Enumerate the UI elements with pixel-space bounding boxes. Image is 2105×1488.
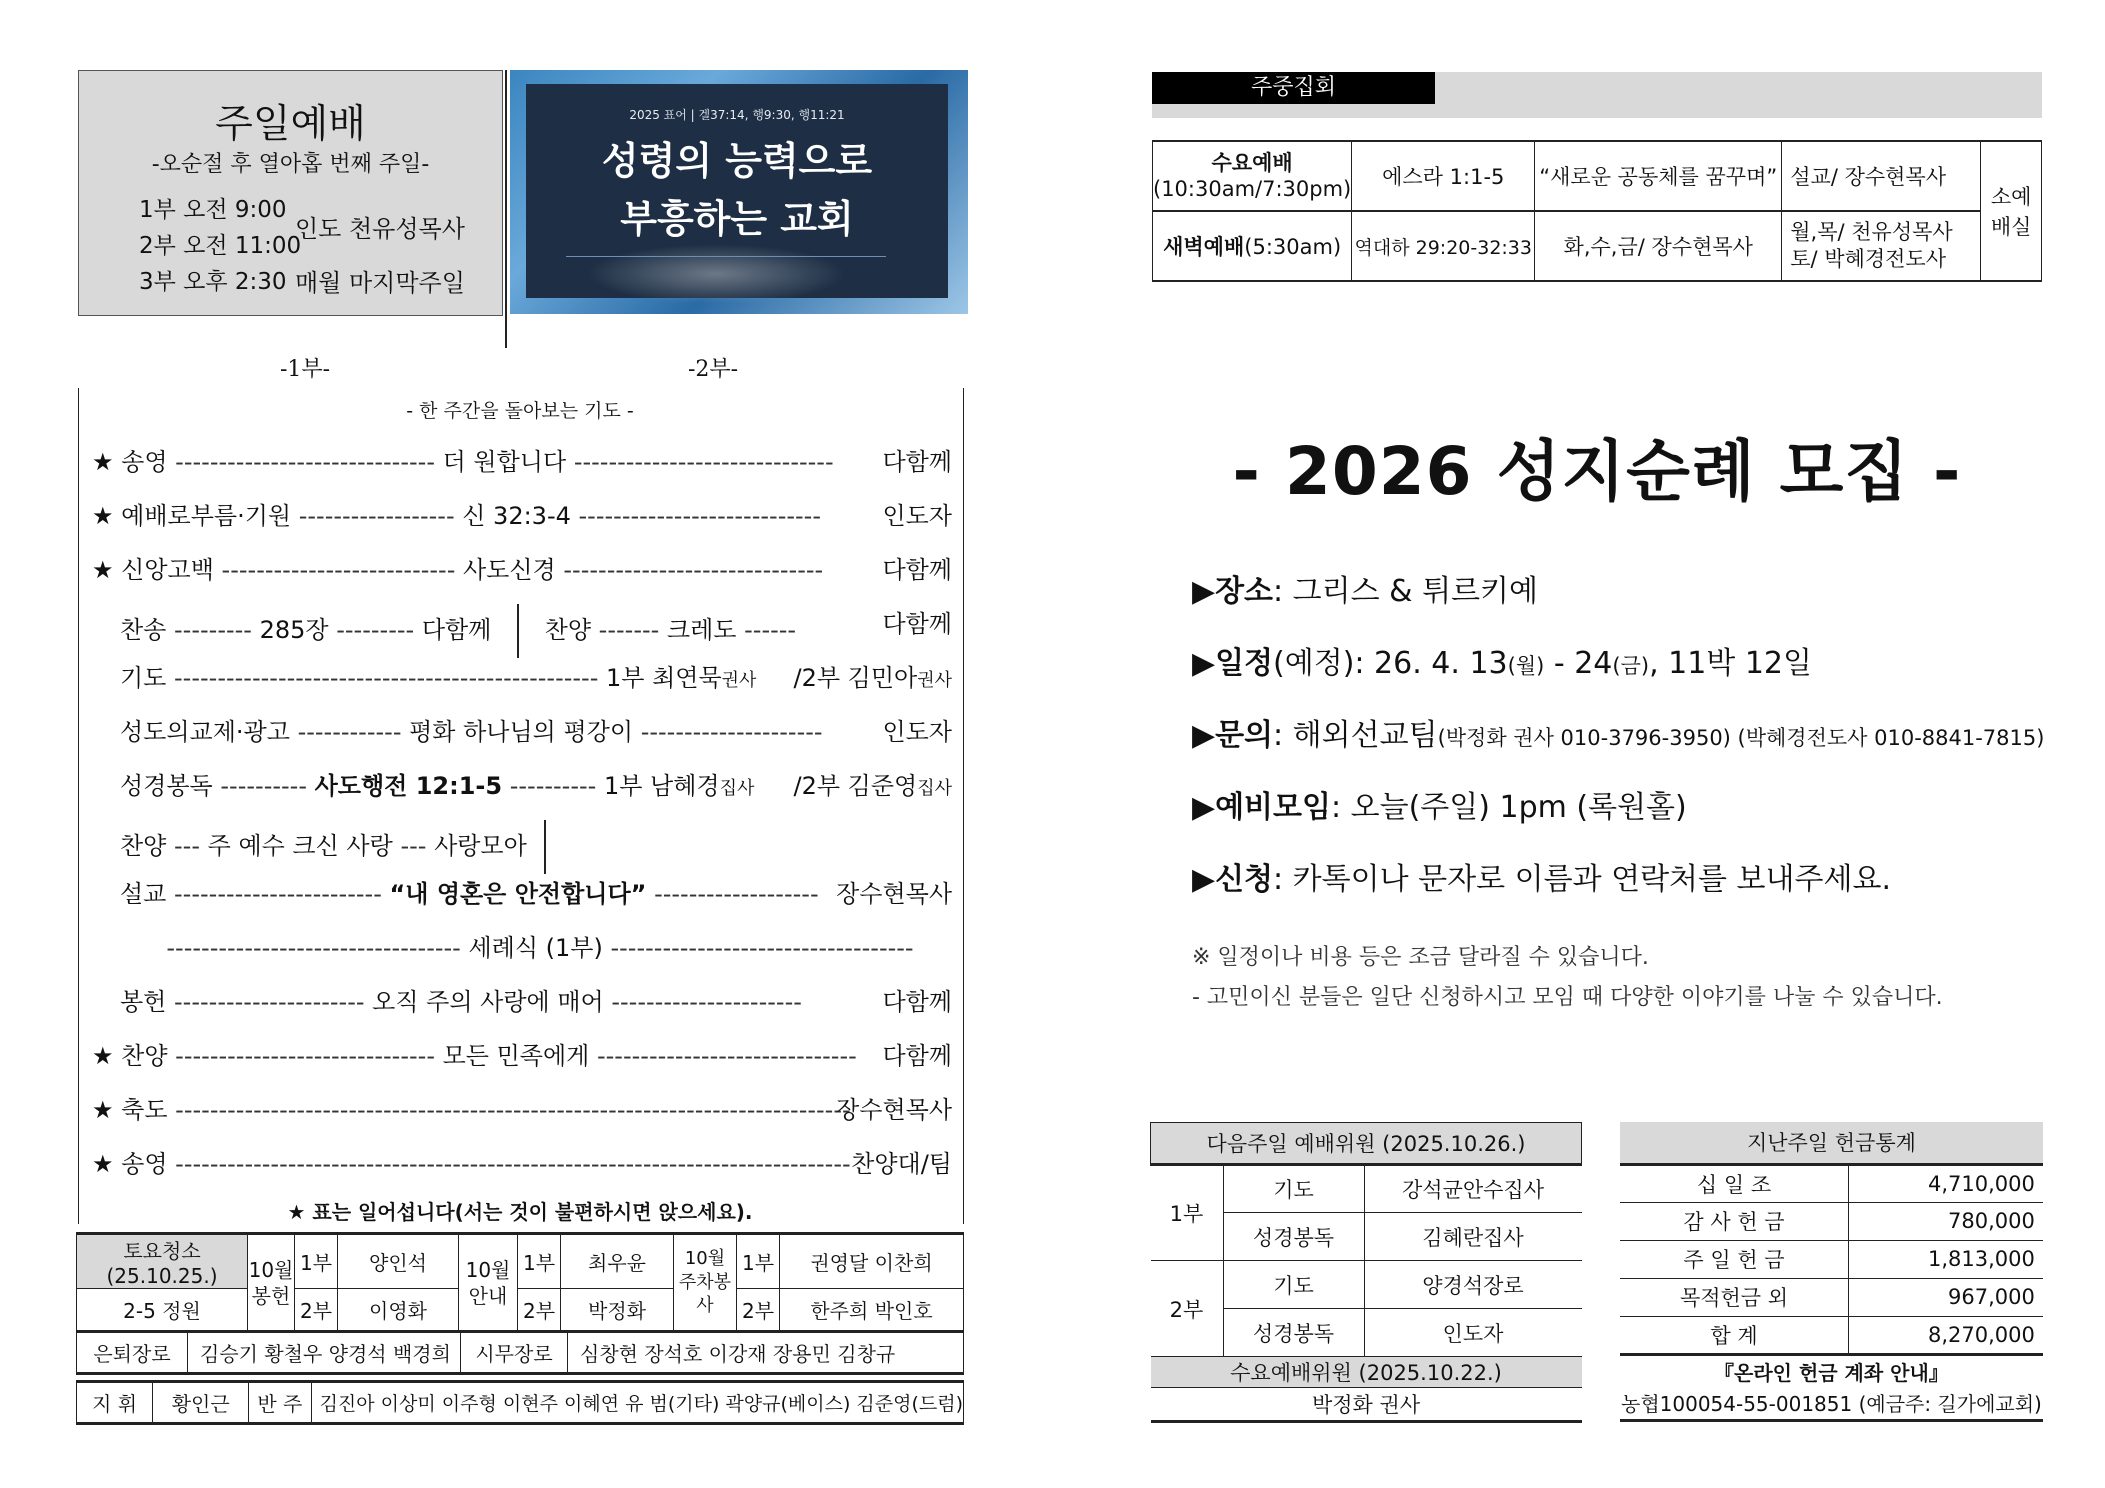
guide-month-label: 10월 안내 <box>459 1234 518 1331</box>
order-right: 찬양대/팀 <box>851 1150 952 1178</box>
hymn-who: 다함께 <box>421 616 492 644</box>
dawn-name: 새벽예배 <box>1163 235 1245 259</box>
offering-amount: 4,710,000 <box>1849 1164 2043 1202</box>
order-row-fellowship: 성도의교제·광고 ------------ 평화 하나님의 평강이 --------------------- 인도자 <box>120 712 952 747</box>
order-middle: 평화 하나님의 평강이 <box>409 718 634 746</box>
order-item: 찬양 <box>120 832 167 860</box>
service-place: 소예배실 <box>1981 141 2042 281</box>
schedule-start: : 26. 4. 13 <box>1354 646 1508 681</box>
guide-part1: 1부 <box>518 1234 561 1289</box>
accompanist-label: 반 주 <box>249 1382 311 1424</box>
online-offering-account: 농협100054-55-001851 (예금주: 길가에교회) <box>1620 1387 2043 1421</box>
order-middle: 더 원합니다 <box>442 448 567 476</box>
star-icon: ★ <box>92 502 114 530</box>
conductor-name: 황인근 <box>153 1382 249 1424</box>
order-row-praise: 찬양 --- 주 예수 크신 사랑 --- 사랑모아 <box>120 820 952 874</box>
pilgrimage-contact <box>1192 710 2044 754</box>
pilgrimage-title: - 2026 성지순례 모집 - <box>1232 433 1962 510</box>
reading-part2: /2부 김준영 <box>793 772 918 800</box>
order-right: 장수현목사 <box>836 1096 952 1124</box>
order-right: 다함께 <box>882 448 952 476</box>
order-item: 찬송 <box>120 616 167 644</box>
order-right: 인도자 <box>882 502 952 530</box>
part2-label: -2부- <box>688 357 739 382</box>
active-elders-label: 시무장로 <box>461 1332 568 1374</box>
praise-title: 크레도 <box>666 616 737 644</box>
duty-role: 성경봉독 <box>1223 1213 1364 1261</box>
reading-title2: 집사 <box>917 778 952 799</box>
order-item: 설교 <box>120 880 167 908</box>
retired-elders-label: 은퇴장로 <box>77 1332 188 1374</box>
split-divider <box>517 604 519 658</box>
order-item: 축도 <box>121 1096 168 1124</box>
active-elders: 심창현 장석호 이강재 장용민 김창규 <box>568 1332 964 1374</box>
prep-value: : 오늘(주일) 1pm (록원홀) <box>1331 790 1687 825</box>
banner-title <box>526 132 948 248</box>
next-week-part1: 1부 <box>1151 1165 1224 1261</box>
hymn-number: 285장 <box>259 616 329 644</box>
conductor-label: 지 휘 <box>77 1382 153 1424</box>
duty-role: 기도 <box>1223 1165 1364 1213</box>
order-row-hymn: 찬송 --------- 285장 --------- 다함께 찬양 ------- 크레도 ------ 다함께 <box>120 604 952 658</box>
dawn-tue-fri: 화,수,금/ 장수현목사 <box>1535 211 1782 281</box>
part1-label: -1부- <box>280 357 331 382</box>
guide-person1: 최우윤 <box>561 1234 674 1289</box>
order-right: 인도자 <box>882 718 952 746</box>
parking-month-label: 10월 주차봉사 <box>674 1234 737 1331</box>
pilgrimage-schedule <box>1192 638 1812 682</box>
schedule-start-day: (월) <box>1507 654 1545 678</box>
order-heading: - 한 주간을 돌아보는 기도 - <box>406 400 634 422</box>
offering-amount: 1,813,000 <box>1849 1240 2043 1278</box>
service-last-sunday: 매월 마지막주일 <box>295 269 465 297</box>
order-item: 신앙고백 <box>121 556 214 584</box>
schedule-end: - 24 <box>1544 646 1613 681</box>
order-row-call-to-worship: ★ 예배로부름·기원 ------------------ 신 32:3-4 ---------------------------- 인도자 <box>92 496 952 531</box>
dawn-service <box>1153 211 1352 281</box>
parking-people1: 권영달 이찬희 <box>780 1234 964 1289</box>
reading-passage: 사도행전 12:1-5 <box>314 772 503 800</box>
order-row-benediction: ★ 축도 ------------------------------------------------------------------------------ 장수현목사 <box>92 1090 952 1125</box>
baptism-label: 세례식 (1부) <box>468 934 603 962</box>
pilgrimage-apply <box>1192 854 1891 898</box>
prayer-title2: 권사 <box>917 670 952 691</box>
cleaning-value: 2-5 정원 <box>77 1289 248 1331</box>
schedule-label: ▶일정 <box>1192 646 1274 681</box>
offering-person2: 이영화 <box>338 1289 459 1331</box>
midweek-table <box>1152 140 2042 282</box>
contact-team: : 해외선교팀 <box>1273 718 1438 753</box>
dawn-text: 역대하 29:20-32:33 <box>1352 211 1535 281</box>
offering-stats-table <box>1620 1122 2043 1422</box>
order-right: 다함께 <box>882 556 952 584</box>
contact-label: ▶문의 <box>1192 718 1274 753</box>
wednesday-leader: 설교/ 장수현목사 <box>1782 141 1981 211</box>
next-week-part2: 2부 <box>1151 1261 1224 1357</box>
order-item: 송영 <box>121 1150 168 1178</box>
duty-person: 인도자 <box>1364 1309 1582 1357</box>
standing-note: ★ 표는 일어섭니다(서는 것이 불편하시면 앉으세요). <box>287 1200 753 1224</box>
order-item: 송영 <box>121 448 168 476</box>
duty-person: 김혜란집사 <box>1364 1213 1582 1261</box>
pilgrimage-prep-meeting <box>1192 782 1687 826</box>
star-icon: ★ <box>92 1150 114 1178</box>
order-row-doxology: ★ 송영 ------------------------------------------------------------------------------ 찬양대/팀 <box>92 1144 952 1179</box>
prayer-part2: /2부 김민아 <box>793 664 918 692</box>
reading-part1: 1부 남혜경 <box>603 772 720 800</box>
service-preacher: 인도 천유성목사 <box>295 215 465 243</box>
offering-stats-title: 지난주일 헌금통계 <box>1620 1122 2043 1164</box>
schedule-end-day: (금) <box>1612 654 1650 678</box>
order-row-offering: 봉헌 ---------------------- 오직 주의 사랑에 매어 ---------------------- 다함께 <box>120 982 952 1017</box>
order-row-opening-hymn: ★ 송영 ------------------------------ 더 원합니다 ------------------------------ 다함께 <box>92 442 952 477</box>
offering-category: 십 일 조 <box>1620 1164 1849 1202</box>
dawn-leader-sat: 토/ 박혜경전도사 <box>1790 247 1947 271</box>
parking-part1: 1부 <box>737 1234 780 1289</box>
pilgrimage-note2: - 고민이신 분들은 일단 신청하시고 모임 때 다양한 이야기를 나눌 수 있습니다. <box>1192 985 1943 1010</box>
wednesday-service <box>1153 141 1352 211</box>
praise-who: 다함께 <box>882 610 952 638</box>
online-offering-title: 『온라인 헌금 계좌 안내』 <box>1714 1360 1949 1385</box>
cleaning-label: 토요청소(25.10.25.) <box>77 1234 248 1289</box>
next-week-servers-table <box>1150 1122 1582 1423</box>
place-value: : 그리스 & 튀르키예 <box>1273 574 1539 609</box>
banner-reference: 2025 표어 | 겔37:14, 행9:30, 행11:21 <box>629 108 845 122</box>
choir-table <box>76 1380 964 1425</box>
prayer-part1: 1부 최연묵 <box>606 664 722 692</box>
dawn-leader-mon-thu: 월,목/ 천유성목사 <box>1790 219 1953 244</box>
offering-category: 주 일 헌 금 <box>1620 1240 1849 1278</box>
sermon-title: “내 영혼은 안전합니다” <box>389 880 647 908</box>
wednesday-name: 수요예배 <box>1211 150 1293 175</box>
banner-panel <box>526 84 948 298</box>
banner-rule <box>566 256 886 257</box>
order-row-sermon: 설교 ------------------------ “내 영혼은 안전합니다” ------------------- 장수현목사 <box>120 874 952 909</box>
order-item: 찬양 <box>121 1042 168 1070</box>
order-row-closing-praise: ★ 찬양 ------------------------------ 모든 민족에게 ------------------------------ 다함께 <box>92 1036 952 1071</box>
service-time-1: 1부 오전 9:00 <box>139 197 287 223</box>
apply-label: ▶신청 <box>1192 862 1274 897</box>
elders-table <box>76 1330 964 1375</box>
order-middle: 오직 주의 사랑에 매어 <box>372 988 604 1016</box>
order-item: 예배로부름·기원 <box>121 502 292 530</box>
order-right: 다함께 <box>882 1042 952 1070</box>
order-item: 성도의교제·광고 <box>120 718 290 746</box>
praise-item: 찬양 <box>544 616 592 644</box>
star-icon: ★ <box>92 556 114 584</box>
order-row-baptism: ---------------------------------- 세례식 (1부) ----------------------------------- <box>166 934 914 962</box>
offering-category: 목적헌금 외 <box>1620 1278 1849 1316</box>
praise-team: 사랑모아 <box>434 832 527 860</box>
service-subtitle: -오순절 후 열아홉 번째 주일- <box>151 152 430 177</box>
order-middle: 주 예수 크신 사랑 <box>207 832 393 860</box>
midweek-tab: 주중집회 <box>1152 72 1435 104</box>
contact-detail: (박정화 권사 010-3796-3950) (박혜경전도사 010-8841-7815) <box>1437 726 2045 750</box>
order-item: 성경봉독 <box>120 772 213 800</box>
pilgrimage-note1: ※ 일정이나 비용 등은 조금 달라질 수 있습니다. <box>1192 945 1649 970</box>
service-time-2: 2부 오전 11:00 <box>139 233 302 259</box>
wednesday-title: “새로운 공동체를 꿈꾸며” <box>1535 141 1782 211</box>
wednesday-text: 에스라 1:1-5 <box>1352 141 1535 211</box>
banner-title-line1: 성령의 능력으로 <box>601 139 873 183</box>
guide-part2: 2부 <box>518 1289 561 1331</box>
wednesday-servers-title: 수요예배위원 (2025.10.22.) <box>1151 1357 1582 1388</box>
banner-title-line2: 부흥하는 교회 <box>620 197 854 241</box>
order-item: 기도 <box>120 664 167 692</box>
place-label: ▶장소 <box>1192 574 1274 609</box>
order-middle: 신 32:3-4 <box>462 502 571 530</box>
dawn-time: (5:30am) <box>1244 235 1342 259</box>
apply-value: : 카톡이나 문자로 이름과 연락처를 보내주세요. <box>1273 862 1891 897</box>
order-row-prayer: 기도 ------------------------------------------------- 1부 최연묵권사 /2부 김민아권사 <box>120 664 952 692</box>
duty-role: 기도 <box>1223 1261 1364 1309</box>
duty-role: 성경봉독 <box>1223 1309 1364 1357</box>
offering-month-label: 10월 봉헌 <box>248 1234 295 1331</box>
service-time-3: 3부 오후 2:30 <box>139 269 287 295</box>
star-icon: ★ <box>92 1042 114 1070</box>
prep-label: ▶예비모임 <box>1192 790 1331 825</box>
offering-part1: 1부 <box>295 1234 338 1289</box>
order-right: 다함께 <box>882 988 952 1016</box>
offering-category: 감 사 헌 금 <box>1620 1202 1849 1240</box>
order-middle: 사도신경 <box>463 556 556 584</box>
accompanists: 김진아 이상미 이주형 이현주 이혜연 유 범(기타) 곽양규(베이스) 김준영(드럼) <box>311 1382 963 1424</box>
column-divider <box>505 70 507 348</box>
wednesday-servers-value: 박정화 권사 <box>1151 1388 1582 1422</box>
order-middle: 모든 민족에게 <box>442 1042 590 1070</box>
order-item: 봉헌 <box>120 988 167 1016</box>
service-title: 주일예배 <box>215 102 366 147</box>
duty-person: 강석균안수집사 <box>1364 1165 1582 1213</box>
offering-person1: 양인석 <box>338 1234 459 1289</box>
duty-table <box>76 1232 964 1331</box>
offering-part2: 2부 <box>295 1289 338 1331</box>
offering-amount: 967,000 <box>1849 1278 2043 1316</box>
retired-elders: 김승기 황철우 양경석 백경희 <box>188 1332 461 1374</box>
order-row-creed: ★ 신앙고백 --------------------------- 사도신경 ------------------------------ 다함께 <box>92 550 952 585</box>
next-week-title: 다음주일 예배위원 (2025.10.26.) <box>1151 1123 1582 1165</box>
parking-people2: 한주희 박인호 <box>780 1289 964 1331</box>
star-icon: ★ <box>92 1096 114 1124</box>
split-divider <box>544 820 546 874</box>
offering-amount: 780,000 <box>1849 1202 2043 1240</box>
schedule-length: , 11박 12일 <box>1649 646 1812 681</box>
guide-person2: 박정화 <box>561 1289 674 1331</box>
reading-title1: 집사 <box>719 778 755 799</box>
duty-person: 양경석장로 <box>1364 1261 1582 1309</box>
parking-part2: 2부 <box>737 1289 780 1331</box>
order-right: 장수현목사 <box>836 880 952 908</box>
schedule-note: (예정) <box>1273 646 1355 681</box>
star-icon: ★ <box>92 448 114 476</box>
wednesday-time: (10:30am/7:30pm) <box>1153 177 1352 201</box>
pilgrimage-place <box>1192 566 1538 610</box>
service-info-box <box>78 70 503 316</box>
motto-banner <box>510 70 968 314</box>
banner-decoration <box>586 244 846 304</box>
offering-category: 합 계 <box>1620 1316 1849 1354</box>
dawn-leaders <box>1782 211 1981 281</box>
order-row-reading: 성경봉독 ---------- 사도행전 12:1-5 ---------- 1부 남혜경집사 /2부 김준영집사 <box>120 772 952 800</box>
prayer-title1: 권사 <box>721 670 757 691</box>
offering-total: 8,270,000 <box>1849 1316 2043 1354</box>
